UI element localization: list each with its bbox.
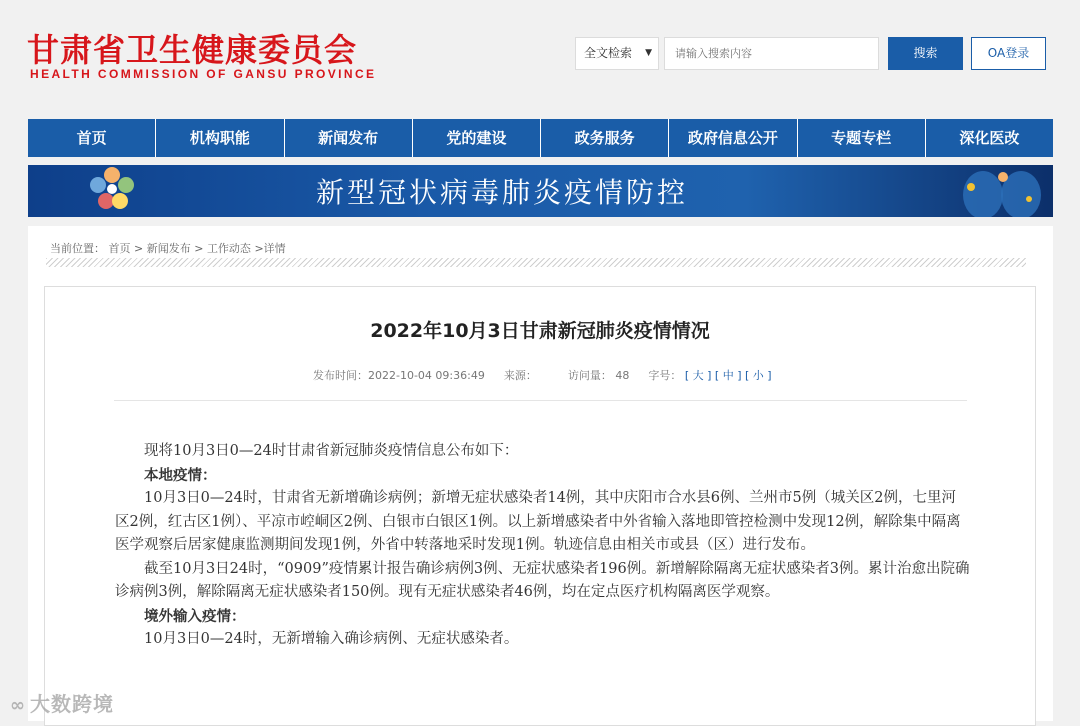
nav-item-org-functions[interactable]: 机构职能	[156, 119, 284, 157]
publish-label: 发布时间：	[313, 369, 368, 382]
watermark-text: 大数跨境	[30, 692, 114, 716]
banner-title: 新型冠状病毒肺炎疫情防控	[316, 176, 689, 209]
hatch-divider	[46, 258, 1026, 267]
article-meta	[313, 367, 772, 383]
meta-divider	[114, 400, 967, 401]
article-paragraph: 10月3日0—24时，甘肃省无新增确诊病例；新增无症状感染者14例，其中庆阳市合水县6例、兰州市5例（城关区2例，七里河区2例，红古区1例）、平凉市崆峒区2例、白银市白银区1例。以上新增感染者中外省输入落地即管控检测中发现12例，解除集中隔离医学观察后居家健康监测期间发现1例，外省中转落地采时发现1例。轨迹信息由相关市或县（区）进行发布。	[115, 490, 961, 553]
font-size-label: 字号：	[648, 369, 682, 382]
breadcrumb	[50, 240, 286, 256]
section-heading-imported: 境外输入疫情：	[144, 607, 246, 625]
section-heading-local: 本地疫情：	[144, 466, 217, 484]
covid-banner[interactable]	[28, 165, 1053, 217]
search-scope-label: 全文检索	[584, 46, 633, 60]
breadcrumb-prefix: 当前位置：	[50, 242, 105, 255]
site-logo-en: HEALTH COMMISSION OF GANSU PROVINCE	[30, 67, 377, 81]
chevron-down-icon: ▼	[645, 48, 652, 58]
search-scope-select[interactable]	[575, 37, 659, 70]
article-paragraph: 10月3日0—24时，无新增输入确诊病例、无症状感染者。	[144, 631, 519, 647]
nav-item-special-topics[interactable]: 专题专栏	[798, 119, 926, 157]
nav-item-gov-services[interactable]: 政务服务	[541, 119, 669, 157]
site-logo-cn[interactable]: 甘肃省卫生健康委员会	[27, 31, 358, 69]
site-header	[0, 0, 1080, 118]
breadcrumb-detail: 详情	[263, 242, 286, 255]
font-size-large[interactable]: 大	[692, 369, 704, 382]
article-paragraph: 截至10月3日24时，“0909”疫情累计报告确诊病例3例、无症状感染者196例。新增解除隔离无症状感染者3例。累计治愈出院确诊病例3例，解除隔离无症状感染者150例。现有无症状感染者46例，均在定点医疗机构隔离医学观察。	[115, 560, 970, 600]
nav-item-news[interactable]: 新闻发布	[285, 119, 413, 157]
oa-login-button[interactable]: OA登录	[971, 37, 1046, 70]
font-size-small[interactable]: 小	[752, 369, 764, 382]
breadcrumb-separator: >	[134, 242, 144, 255]
nav-item-party[interactable]: 党的建设	[413, 119, 541, 157]
article-title: 2022年10月3日甘肃新冠肺炎疫情情况	[370, 320, 710, 342]
views-count: 48	[615, 369, 630, 382]
nav-item-medical-reform[interactable]: 深化医改	[959, 129, 1020, 147]
breadcrumb-home[interactable]: 首页	[108, 242, 131, 255]
source-label: 来源：	[503, 369, 537, 382]
views-label: 访问量：	[567, 369, 612, 382]
lungs-icon	[943, 165, 1053, 217]
article-body	[115, 440, 970, 652]
breadcrumb-work-updates[interactable]: 工作动态	[206, 242, 251, 255]
search-button[interactable]: 搜索	[888, 37, 963, 70]
infinity-logo-icon: ∞	[10, 695, 26, 716]
main-nav	[28, 119, 1053, 157]
nav-item-home[interactable]: 首页	[28, 119, 156, 157]
search-input[interactable]	[664, 37, 879, 70]
flower-logo-icon	[64, 165, 160, 217]
article-paragraph: 现将10月3日0—24时甘肃省新冠肺炎疫情信息公布如下：	[144, 443, 519, 459]
font-size-medium[interactable]: 中	[722, 369, 734, 382]
nav-item-info-disclosure[interactable]: 政府信息公开	[669, 119, 797, 157]
watermark	[10, 688, 114, 717]
publish-time: 2022-10-04 09:36:49	[368, 369, 485, 382]
font-size-control: [ 大 ] [ 中 ] [ 小 ]	[684, 369, 772, 382]
breadcrumb-separator: >	[254, 242, 264, 255]
breadcrumb-news[interactable]: 新闻发布	[146, 242, 191, 255]
breadcrumb-separator: >	[194, 242, 204, 255]
